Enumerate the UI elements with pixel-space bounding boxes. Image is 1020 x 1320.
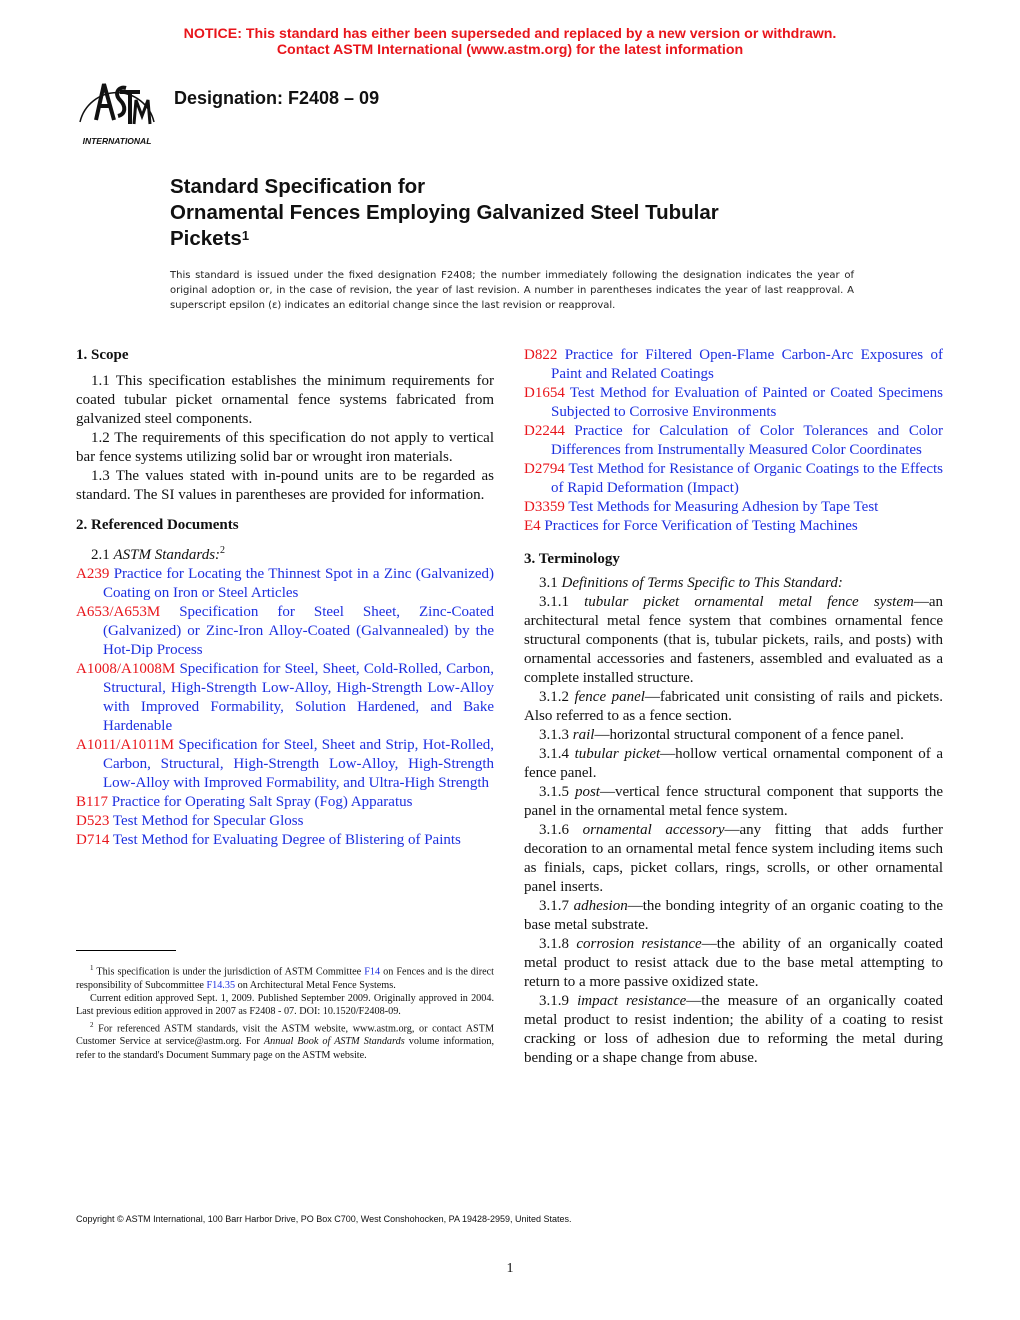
definition-item (524, 783, 943, 821)
definition-item (524, 745, 943, 783)
issuance-note: This standard is issued under the fixed designation F2408; the number immediately following the designation indicates the year of original adoption or, in the case of revision, the year of last revision. A number in parentheses indicates the year of last reapproval. A superscript epsilon (ε) indicates an editorial change since the last revision or reapproval. (170, 270, 854, 311)
footnotes (76, 962, 494, 1062)
footnote-2 (76, 1019, 494, 1062)
terminology-intro-num: 3.1 (539, 575, 558, 591)
reference-code-link[interactable]: D3359 (524, 499, 565, 515)
defined-term: fence panel (574, 689, 645, 705)
reference-item (524, 498, 943, 517)
defined-term: adhesion (573, 898, 628, 914)
reference-title-link[interactable]: Test Method for Specular Gloss (112, 813, 304, 829)
reference-code-link[interactable]: D714 (76, 832, 110, 848)
title-line-3: Pickets (170, 227, 242, 250)
definition-text: —an architectural metal fence system that combines ornamental fence structural components (that is, tubular pickets, rails, and posts) with ornamental accessories and fasteners, assembled and evaluated as a complete installed structure. (524, 594, 943, 686)
footnote-2-text-b: volume information, refer to the standard's Document Summary page on the ASTM website. (76, 1036, 494, 1061)
defined-term: tubular picket ornamental metal fence system (584, 594, 914, 610)
designation: Designation: F2408 – 09 (174, 88, 380, 108)
reference-item (76, 793, 494, 812)
reference-code-link[interactable]: D822 (524, 347, 558, 363)
reference-code-link[interactable]: B117 (76, 794, 108, 810)
reference-item (524, 384, 943, 422)
definition-number: 3.1.2 (539, 689, 569, 705)
reference-code-link[interactable]: A653/A653M (76, 604, 161, 620)
reference-code-link[interactable]: D1654 (524, 385, 565, 401)
reference-code-link[interactable]: E4 (524, 518, 541, 534)
footnote-2-mark: 2 (90, 1020, 94, 1029)
reference-code-link[interactable]: D2244 (524, 423, 565, 439)
section-heading-scope: 1. Scope (76, 347, 129, 363)
footnote-rule (76, 950, 176, 951)
reference-title-link[interactable]: Test Method for Evaluating Degree of Blistering of Paints (112, 832, 461, 848)
reference-item (76, 660, 494, 736)
footnote-1-mark: 1 (90, 964, 94, 972)
reference-title-link[interactable]: Test Methods for Measuring Adhesion by Tape Test (568, 499, 879, 515)
reference-title-link[interactable]: Practice for Calculation of Color Tolerances and Color Differences from Instrumentally Measured Color Coordinates (551, 423, 943, 458)
title-line-1: Standard Specification for (170, 175, 426, 198)
definition-item (524, 726, 943, 745)
page-number: 1 (506, 1261, 514, 1276)
reference-title-link[interactable]: Test Method for Evaluation of Painted or Coated Specimens Subjected to Corrosive Environments (551, 385, 944, 420)
reference-code-link[interactable]: A1011/A1011M (76, 737, 175, 753)
definition-text: —vertical fence structural component that supports the panel in the ornamental metal fence system. (524, 784, 944, 819)
reference-title-link[interactable]: Practice for Locating the Thinnest Spot in a Zinc (Galvanized) Coating on Iron or Steel Articles (103, 566, 495, 601)
reference-title-link[interactable]: Specification for Steel Sheet, Zinc-Coated (Galvanized) or Zinc-Iron Alloy-Coated (Galvannealed) by the Hot-Dip Process (103, 604, 494, 658)
terminology-intro (524, 574, 943, 593)
reference-item (524, 460, 943, 498)
referenced-intro-sup: 2 (220, 545, 226, 556)
definition-text: —any fitting that adds further decoration to an ornamental metal fence system including items such as finials, caps, picket collars, rings, scrolls, or other ornamental panel inserts. (524, 822, 943, 895)
reference-title-link[interactable]: Specification for Steel, Sheet and Strip, Hot-Rolled, Carbon, Structural, High-Strength Low-Alloy, High-Strength Low-Alloy with Improved Formability, and Ultra-High Strength (103, 737, 494, 791)
referenced-intro (76, 541, 494, 565)
scope-paragraph: 1.2 The requirements of this specification do not apply to vertical bar fence systems utilizing solid bar or wrought iron materials. (76, 430, 494, 465)
footnote-1-text-a: This specification is under the jurisdiction of ASTM Committee (96, 966, 365, 978)
title-line-2: Ornamental Fences Employing Galvanized Steel Tubular (170, 201, 719, 224)
defined-term: corrosion resistance (576, 936, 702, 952)
reference-item (76, 603, 494, 660)
terminology-intro-text: Definitions of Terms Specific to This Standard: (561, 575, 843, 591)
reference-item (76, 812, 494, 831)
footnote-1-text-c: on Architectural Metal Fence Systems. (235, 979, 396, 991)
definition-text: —horizontal structural component of a fence panel. (594, 727, 904, 743)
definition-number: 3.1.9 (539, 993, 569, 1009)
scope-paragraph: 1.1 This specification establishes the minimum requirements for coated tubular picket ornamental fence systems fabricated from galvanized steel components. (76, 373, 494, 427)
definition-number: 3.1.1 (539, 594, 569, 610)
footnote-2-text-a: For referenced ASTM standards, visit the ASTM website, www.astm.org, or contact ASTM Customer Service at service@astm.org. For (76, 1022, 494, 1048)
defined-term: rail (572, 727, 595, 743)
reference-item (76, 736, 494, 793)
reference-title-link[interactable]: Specification for Steel, Sheet, Cold-Rolled, Carbon, Structural, High-Strength Low-Alloy, High-Strength Low-Alloy with Improved Formability, Solution Hardened, and Bake Hardenable (103, 661, 494, 734)
reference-code-link[interactable]: A1008/A1008M (76, 661, 176, 677)
definition-text: —the bonding integrity of an organic coating to the base metal substrate. (524, 898, 943, 933)
definition-text: —the ability of an organically coated metal product to resist attack due to the base metal attempting to return to a more passive oxidized state. (524, 936, 943, 990)
definition-number: 3.1.5 (539, 784, 569, 800)
defined-term: ornamental accessory (582, 822, 725, 838)
reference-title-link[interactable]: Practices for Force Verification of Testing Machines (544, 518, 858, 534)
logo-subtitle: INTERNATIONAL (82, 136, 152, 146)
referenced-intro-text: ASTM Standards: (113, 547, 221, 563)
reference-code-link[interactable]: A239 (76, 566, 110, 582)
footnote-1-approval: Current edition approved Sept. 1, 2009. Published September 2009. Originally approved in 2004. Last previous edition approved in 2007 as F2408 - 07. DOI: 10.1520/F2408-09. (76, 992, 494, 1018)
defined-term: impact resistance (577, 993, 687, 1009)
reference-code-link[interactable]: D2794 (524, 461, 565, 477)
committee-link[interactable]: F14 (364, 966, 381, 978)
defined-term: tubular picket (574, 746, 661, 762)
footnote-2-italic: Annual Book of ASTM Standards (263, 1036, 405, 1048)
definition-text: —hollow vertical ornamental component of a fence panel. (524, 746, 944, 781)
reference-item (76, 831, 494, 850)
footnote-1 (76, 962, 494, 992)
definition-item (524, 935, 943, 992)
document-title (170, 174, 719, 252)
definition-item (524, 821, 943, 897)
definition-item (524, 897, 943, 935)
reference-item (524, 517, 943, 536)
notice-banner (0, 26, 1020, 58)
reference-item (524, 346, 943, 384)
reference-item (524, 422, 943, 460)
reference-item (76, 565, 494, 603)
definition-number: 3.1.6 (539, 822, 569, 838)
defined-term: post (574, 784, 600, 800)
astm-logo (74, 72, 160, 148)
reference-title-link[interactable]: Test Method for Resistance of Organic Coatings to the Effects of Rapid Deformation (Impact) (551, 461, 944, 496)
definition-item (524, 992, 943, 1068)
definition-number: 3.1.3 (539, 727, 569, 743)
definition-number: 3.1.7 (539, 898, 569, 914)
referenced-intro-num: 2.1 (91, 547, 110, 563)
section-heading-referenced: 2. Referenced Documents (76, 517, 239, 533)
left-column (76, 346, 494, 850)
definition-item (524, 593, 943, 688)
scope-paragraph: 1.3 The values stated with in-pound units are to be regarded as standard. The SI values in parentheses are provided for information. (76, 468, 494, 503)
definition-text: —fabricated unit consisting of rails and pickets. Also referred to as a fence section. (524, 689, 944, 724)
copyright-notice: Copyright © ASTM International, 100 Barr Harbor Drive, PO Box C700, West Conshohocken, PA 19428-2959, United States. (76, 1214, 572, 1224)
subcommittee-link[interactable]: F14.35 (206, 979, 236, 991)
definition-item (524, 688, 943, 726)
section-heading-terminology: 3. Terminology (524, 551, 620, 567)
footnote-1-text-b: on Fences and is the direct responsibility of Subcommittee (76, 966, 494, 991)
reference-title-link[interactable]: Practice for Filtered Open-Flame Carbon-Arc Exposures of Paint and Related Coatings (551, 347, 943, 382)
definition-number: 3.1.4 (539, 746, 569, 762)
reference-title-link[interactable]: Practice for Operating Salt Spray (Fog) Apparatus (111, 794, 413, 810)
definition-text: —the measure of an organically coated metal product to resist indention; the ability of a coating to resist cracking or loss of adhesion due to reforming the metal during bending or a shape change from abuse. (524, 993, 944, 1066)
notice-line-1: NOTICE: This standard has either been superseded and replaced by a new version or withdrawn. (183, 26, 837, 42)
definition-number: 3.1.8 (539, 936, 569, 952)
reference-code-link[interactable]: D523 (76, 813, 110, 829)
notice-line-2: Contact ASTM International (www.astm.org) for the latest information (276, 42, 744, 58)
right-column (524, 346, 943, 1068)
title-footnote-mark: 1 (241, 228, 250, 243)
